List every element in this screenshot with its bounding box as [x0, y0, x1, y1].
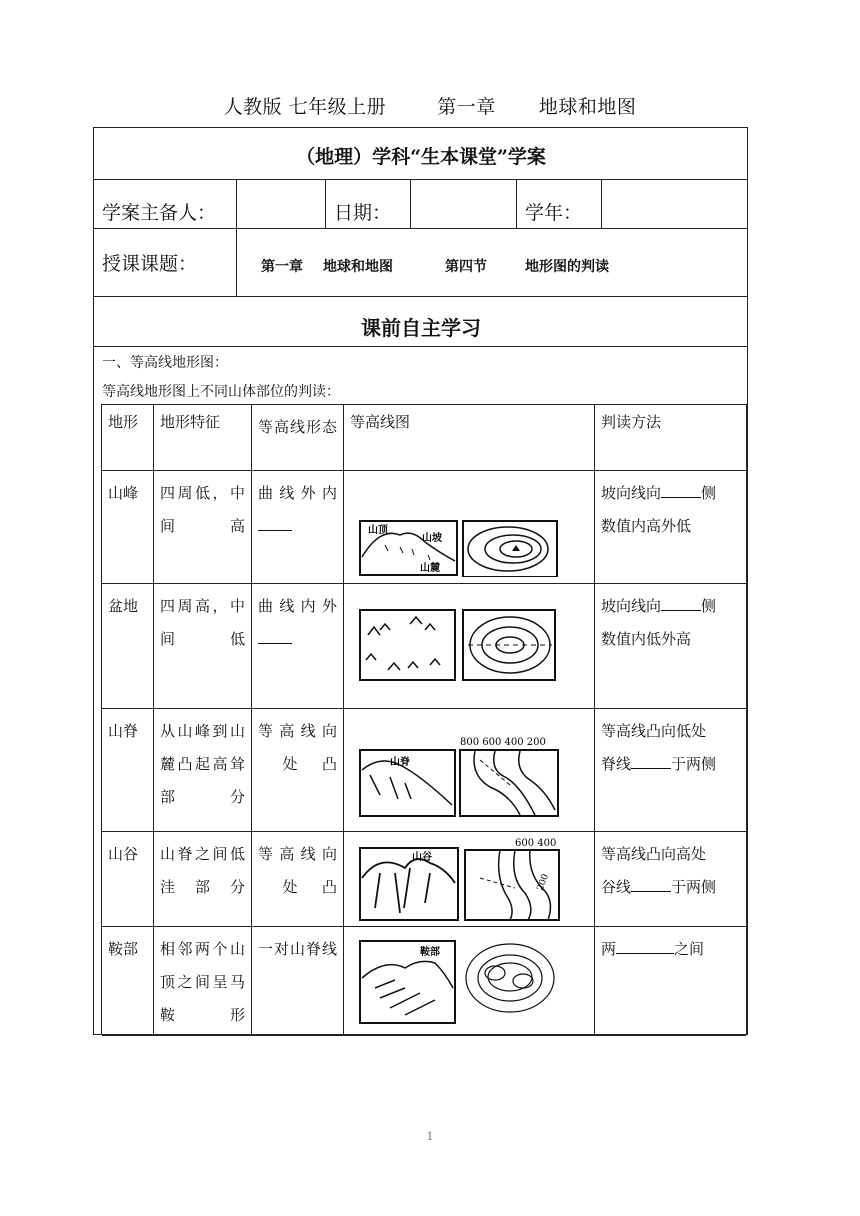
- method-text: 脊线: [601, 755, 632, 773]
- year-field[interactable]: [602, 180, 748, 228]
- method-text: 坡向线向: [601, 484, 662, 502]
- label-slope: 山坡: [422, 533, 442, 544]
- fill-blank[interactable]: [661, 477, 701, 498]
- method-text: 数值内高外低: [601, 517, 692, 535]
- topic-chapter-title: 地球和地图: [323, 259, 393, 275]
- header-method: 判读方法: [601, 413, 662, 431]
- section-heading: 课前自主学习: [94, 297, 748, 347]
- row-method: [595, 709, 746, 831]
- table-row: [102, 584, 746, 709]
- intro-line-1: 一、等高线地形图：: [102, 355, 228, 371]
- row-feature: 四周低，中间高: [154, 471, 252, 583]
- method-text: 谷线: [601, 878, 632, 896]
- header-map: 等高线图: [344, 405, 595, 470]
- fill-blank[interactable]: [258, 510, 292, 531]
- topic-section-title: 地形图的判读: [525, 259, 609, 275]
- row-terrain: 鞍部: [102, 927, 154, 1035]
- shape-text: 处凸: [258, 878, 337, 896]
- year-label: 学年：: [517, 180, 602, 228]
- row-map: [344, 832, 595, 926]
- label-ridge: 山脊: [390, 757, 410, 768]
- label-valley: 山谷: [412, 852, 432, 863]
- header-shape: 等高线形态: [252, 405, 344, 470]
- row-map: [344, 709, 595, 831]
- shape-text: 处凸: [258, 755, 337, 773]
- edition-text: 人教版 七年级上册: [223, 96, 387, 118]
- row-feature: 山脊之间低洼部分: [154, 832, 252, 926]
- fill-blank[interactable]: [631, 871, 671, 892]
- row-map: [344, 471, 595, 583]
- method-text: 数值内低外高: [601, 630, 692, 648]
- row-shape: [252, 709, 344, 831]
- fill-blank[interactable]: [616, 933, 674, 954]
- info-row: [94, 180, 748, 229]
- label-saddle: 鞍部: [420, 947, 440, 958]
- chapter-title-text: 地球和地图: [538, 96, 637, 118]
- row-terrain: 山谷: [102, 832, 154, 926]
- row-shape: [252, 584, 344, 708]
- label-summit: 山顶: [368, 525, 388, 536]
- row-terrain: 山峰: [102, 471, 154, 583]
- shape-text: 等高线向: [258, 845, 337, 863]
- header-feature: 地形特征: [154, 405, 252, 470]
- topic-section: 第四节: [445, 259, 487, 275]
- table-header: [102, 405, 746, 471]
- shape-text: 曲线外内: [258, 484, 337, 502]
- method-text: 两: [601, 940, 617, 958]
- intro-line-2: 等高线地形图上不同山体部位的判读：: [102, 384, 340, 400]
- label-foothill: 山麓: [420, 563, 440, 574]
- date-label: 日期：: [326, 180, 411, 228]
- row-feature: 相邻两个山顶之间呈马鞍形: [154, 927, 252, 1035]
- row-method: [595, 584, 746, 708]
- peak-contour-figure: [350, 477, 590, 577]
- row-method: [595, 471, 746, 583]
- row-terrain: 盆地: [102, 584, 154, 708]
- method-text: 侧: [701, 597, 717, 615]
- topic-chapter: 第一章: [261, 259, 303, 275]
- form-title: （地理）学科“生本课堂”学案: [94, 128, 748, 180]
- method-text: 之间: [674, 940, 705, 958]
- page-number: 1: [426, 1130, 434, 1143]
- table-row: [102, 927, 746, 1036]
- saddle-contour-figure: [350, 933, 590, 1033]
- preparer-label: 学案主备人：: [94, 180, 237, 228]
- date-field[interactable]: [411, 180, 517, 228]
- label-valley-values: 600 400: [515, 838, 557, 849]
- topic-row: [94, 229, 748, 297]
- header-terrain: 地形: [102, 405, 154, 470]
- method-text: 侧: [701, 484, 717, 502]
- terrain-table: [101, 404, 747, 1035]
- shape-text: 曲线内外: [258, 597, 337, 615]
- fill-blank[interactable]: [258, 623, 292, 644]
- row-shape: 一对山脊线: [252, 927, 344, 1035]
- method-text: 坡向线向: [601, 597, 662, 615]
- fill-blank[interactable]: [631, 748, 671, 769]
- row-shape: [252, 471, 344, 583]
- table-row: [102, 832, 746, 927]
- method-text: 等高线凸向低处: [601, 722, 707, 740]
- row-map: [344, 584, 595, 708]
- outer-right-border: [747, 127, 748, 1035]
- document-header: [0, 92, 860, 119]
- valley-contour-figure: [350, 838, 590, 923]
- row-shape: [252, 832, 344, 926]
- topic-label: 授课课题：: [94, 229, 237, 296]
- row-method: [595, 832, 746, 926]
- table-row: [102, 471, 746, 584]
- fill-blank[interactable]: [661, 590, 701, 611]
- row-feature: 从山峰到山麓凸起高耸部分: [154, 709, 252, 831]
- chapter-text: 第一章: [437, 96, 496, 118]
- method-text: 于两侧: [671, 878, 717, 896]
- preparer-field[interactable]: [237, 180, 326, 228]
- topic-value: [237, 229, 748, 296]
- basin-contour-figure: [350, 590, 590, 690]
- label-ridge-values: 800 600 400 200: [460, 737, 546, 748]
- row-feature: 四周高，中间低: [154, 584, 252, 708]
- row-method: [595, 927, 746, 1035]
- row-terrain: 山脊: [102, 709, 154, 831]
- row-map: [344, 927, 595, 1035]
- shape-text: 等高线向: [258, 722, 337, 740]
- method-text: 于两侧: [671, 755, 717, 773]
- table-row: [102, 709, 746, 832]
- label-valley-200: 200: [535, 872, 552, 893]
- ridge-contour-figure: [350, 715, 590, 820]
- method-text: 等高线凸向高处: [601, 845, 707, 863]
